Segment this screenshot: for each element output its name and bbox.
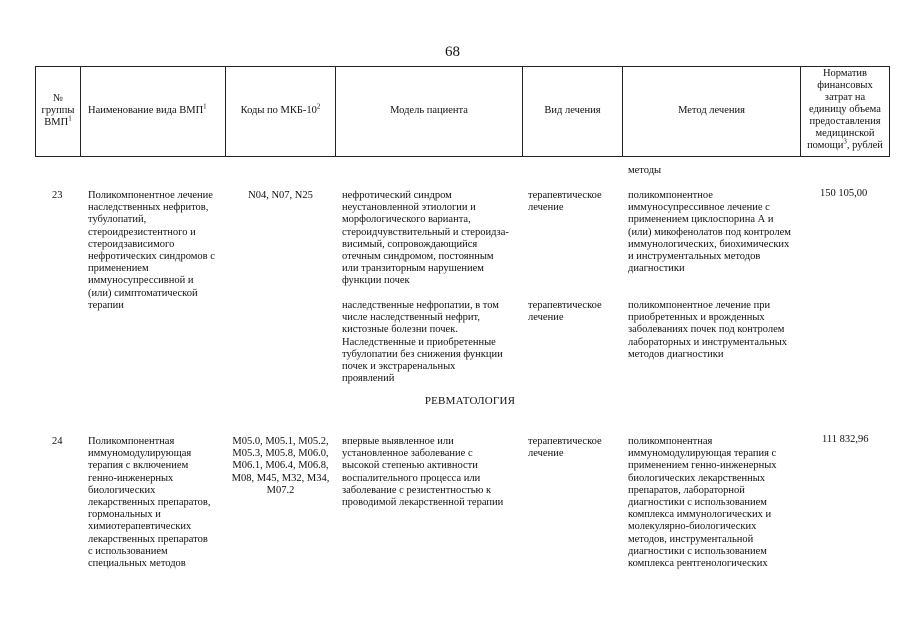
treatment-type: терапевтическое лечение xyxy=(528,190,602,214)
header-icd-codes: Коды по МКБ-$10^2$ xyxy=(240,102,321,116)
patient-model: наследственные нефропатии, в том числе наследственный нефрит, кистозные болезни почек. Наследственные и приобретенные тубулопатии без снижения функции почек и экстраренальных проявлений xyxy=(342,300,503,385)
treatment-method: поликомпонентное иммуносупрессивное лечение с применением циклоспорина А и (или) микофенолатов под контролем иммунологических, биохимических и инструментальных методов диагностики xyxy=(628,190,791,275)
header-divider xyxy=(80,66,81,157)
section-heading: РЕВМАТОЛОГИЯ xyxy=(424,395,516,407)
vmp-name: Поликомпонентная иммуномодулирующая терапия с включением генно-инженерных биологических лекарственных препаратов, гормональных и химиотерапевтических лекарственных препаратов с использованием специальных методов xyxy=(88,436,211,570)
treatment-method: поликомпонентное лечение при приобретенных и врожденных заболеваниях почек под контролем лабораторных и инструментальных методов диагностики xyxy=(628,300,788,360)
header-patient-model: Модель пациента xyxy=(390,105,468,116)
header-vmp-name: Наименование вида ВМП$^1$ xyxy=(88,102,207,116)
page-number: 68 xyxy=(445,44,460,60)
norm-cost: 150 105,00 xyxy=(820,188,868,199)
icd-codes: N04, N07, N25 xyxy=(248,190,313,201)
treatment-type: терапевтическое лечение xyxy=(528,300,602,324)
group-number: 24 xyxy=(52,436,63,447)
norm-cost: 111 832,96 xyxy=(822,434,869,445)
patient-model: нефротический синдром неустановленной этиологии и морфологического варианта, стероидчувствительный и стероидза- висимый, сопровождающийся отечным синдромом, постоянным или транзиторным нарушением функции почек xyxy=(342,190,509,287)
group-number: 23 xyxy=(52,190,63,201)
header-group-number: № группы ВМП$^1$ xyxy=(41,93,75,128)
header-bottom-border xyxy=(35,156,890,157)
header-divider xyxy=(889,66,890,157)
header-treatment-type: Вид лечения xyxy=(544,105,601,116)
header-norm-cost: Норматив финансовых затрат на единицу объема предоставления медицинской помощи$^3$, рублей xyxy=(807,68,883,151)
treatment-method: поликомпонентная иммуномодулирующая терапия с применением генно-инженерных биологических лекарственных препаратов, лабораторной диагностики с использованием комплекса иммунологических и молекулярно-биологических методов, инструментальной диагностики с использованием комплекса рентгенологических xyxy=(628,436,777,570)
header-treatment-method: Метод лечения xyxy=(678,105,745,116)
icd-codes: M05.0, M05.1, M05.2, M05.3, M05.8, M06.0, M06.1, M06.4, M06.8, M08, M45, M32, M34, M07.2 xyxy=(231,436,330,496)
patient-model: впервые выявленное или установленное заболевание с высокой степенью активности воспалительного процесса или заболевание с резистентностью к проводимой лекарственной терапии xyxy=(342,436,504,509)
vmp-name: Поликомпонентное лечение наследственных нефритов, тубулопатий, стероидрезистентного и стероидзависимого нефротических синдромов с применением иммуносупрессивной и (или) симптоматической терапии xyxy=(88,190,215,311)
method-continuation: методы xyxy=(628,165,662,176)
treatment-type: терапевтическое лечение xyxy=(528,436,602,460)
